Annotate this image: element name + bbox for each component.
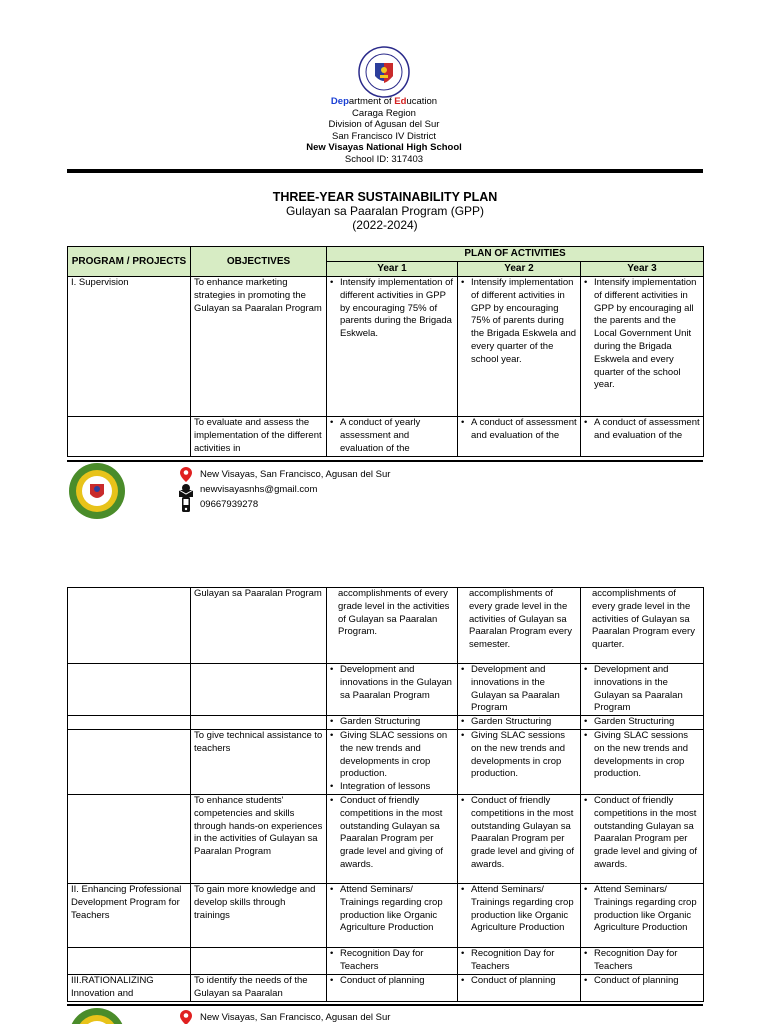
- header-objectives: OBJECTIVES: [191, 247, 327, 277]
- cell-year3: • Intensify implementation of different activities in GPP by encouraging all the parents and the Local Government Unit during the Brigada Eskwela and every quarter of the school year.: [581, 277, 704, 417]
- letterhead: [200, 96, 568, 165]
- footer-address: New Visayas, San Francisco, Agusan del Sur: [200, 469, 391, 480]
- cell-year3: • Recognition Day for Teachers: [581, 947, 704, 974]
- cell-objective: [191, 716, 327, 730]
- footer-divider-2: [67, 1004, 703, 1006]
- plan-table-page1: [67, 246, 704, 457]
- footer-email-row: [178, 482, 390, 497]
- table-row: [68, 417, 704, 457]
- cell-year2: • Conduct of friendly competitions in the most outstanding Gulayan sa Paaralan Program per grade level and giving of awards.: [458, 794, 581, 883]
- cell-year1: • Recognition Day for Teachers: [327, 947, 458, 974]
- cell-year2: • Conduct of planning: [458, 974, 581, 1001]
- cell-objective: [191, 947, 327, 974]
- plan-table-page2: [67, 587, 704, 1002]
- cell-year1: • Attend Seminars/ Trainings regarding crop production like Organic Agriculture Production: [327, 883, 458, 947]
- cell-year3: • Giving SLAC sessions on the new trends and developments in crop production.: [581, 729, 704, 794]
- cell-year2: • Attend Seminars/ Trainings regarding crop production like Organic Agriculture Production: [458, 883, 581, 947]
- department-name: Department of Education: [330, 96, 438, 107]
- cell-year2: • Intensify implementation of different activities in GPP by encouraging 75% of parents during the Brigada Eskwela and every quarter of the school year.: [458, 277, 581, 417]
- footer-divider: [67, 460, 703, 462]
- school-logo: [68, 462, 126, 520]
- table-row: [68, 947, 704, 974]
- cell-year2: • A conduct of assessment and evaluation of the: [458, 417, 581, 457]
- cell-program: [68, 716, 191, 730]
- header-divider: [67, 169, 703, 173]
- cell-year3: • Conduct of friendly competitions in the most outstanding Gulayan sa Paaralan Program per grade level and giving of awards.: [581, 794, 704, 883]
- plan-title: THREE-YEAR SUSTAINABILITY PLAN: [272, 190, 498, 204]
- school-id: School ID: 317403: [344, 153, 424, 165]
- table-row: [68, 588, 704, 664]
- footer-contact: [178, 467, 390, 512]
- header-activities: PLAN OF ACTIVITIES: [327, 247, 704, 262]
- cell-year1: • Conduct of planning: [327, 974, 458, 1001]
- cell-year3: • A conduct of assessment and evaluation of the: [581, 417, 704, 457]
- cell-year3: • Development and innovations in the Gulayan sa Paaralan Program: [581, 664, 704, 716]
- cell-program: II. Enhancing Professional Development Program for Teachers: [68, 883, 191, 947]
- table-row: [68, 277, 704, 417]
- cell-objective: Gulayan sa Paaralan Program: [191, 588, 327, 664]
- header-year1: Year 1: [327, 262, 458, 277]
- table-row: [68, 794, 704, 883]
- header-year3: Year 3: [581, 262, 704, 277]
- cell-objective: To give technical assistance to teachers: [191, 729, 327, 794]
- cell-year2: accomplishments of every grade level in the activities of Gulayan sa Paaralan Program every semester.: [458, 588, 581, 664]
- table-row: [68, 729, 704, 794]
- table-row: [68, 716, 704, 730]
- cell-objective: To identify the needs of the Gulayan sa Paaralan: [191, 974, 327, 1001]
- footer-email[interactable]: newvisayasnhs@gmail.com: [200, 484, 318, 495]
- table-row: [68, 664, 704, 716]
- email-icon: [178, 482, 194, 497]
- cell-objective: To gain more knowledge and develop skills through trainings: [191, 883, 327, 947]
- cell-year2: • Garden Structuring: [458, 716, 581, 730]
- plan-subtitle: Gulayan sa Paaralan Program (GPP): [285, 204, 485, 218]
- cell-year1: • Garden Structuring: [327, 716, 458, 730]
- location-pin-icon: [178, 467, 194, 482]
- cell-year3: • Conduct of planning: [581, 974, 704, 1001]
- cell-year2: • Giving SLAC sessions on the new trends and developments in crop production.: [458, 729, 581, 794]
- phone-icon: [178, 497, 194, 512]
- header-year2: Year 2: [458, 262, 581, 277]
- plan-period: (2022-2024): [352, 218, 418, 232]
- cell-program: III.RATIONALIZING Innovation and: [68, 974, 191, 1001]
- cell-program: [68, 947, 191, 974]
- cell-program: [68, 588, 191, 664]
- cell-year1: • Development and innovations in the Gulayan sa Paaralan Program: [327, 664, 458, 716]
- cell-objective: [191, 664, 327, 716]
- cell-program: [68, 794, 191, 883]
- cell-program: [68, 729, 191, 794]
- header-program: PROGRAM / PROJECTS: [68, 247, 191, 277]
- division: Division of Agusan del Sur: [328, 119, 440, 130]
- district: San Francisco IV District: [332, 130, 436, 142]
- footer-address-row: [178, 467, 390, 482]
- cell-year1: accomplishments of every grade level in the activities of Gulayan sa Paaralan Program.: [327, 588, 458, 664]
- footer-phone-row: [178, 497, 390, 512]
- region: Caraga Region: [352, 107, 416, 119]
- deped-seal-logo: [358, 46, 410, 98]
- school-name: New Visayas National High School: [306, 142, 462, 153]
- footer-address-2: New Visayas, San Francisco, Agusan del Sur: [200, 1012, 391, 1023]
- cell-year1: • Intensify implementation of different activities in GPP by encouraging 75% of parents during the Brigada Eskwela.: [327, 277, 458, 417]
- school-logo-2: [68, 1007, 126, 1024]
- table-row: [68, 974, 704, 1001]
- cell-objective: To enhance marketing strategies in promoting the Gulayan sa Paaralan Program: [191, 277, 327, 417]
- cell-year3: • Attend Seminars/ Trainings regarding crop production like Organic Agriculture Production: [581, 883, 704, 947]
- cell-year2: • Development and innovations in the Gulayan sa Paaralan Program: [458, 664, 581, 716]
- location-pin-icon: [178, 1010, 194, 1024]
- table-header-row: [68, 247, 704, 262]
- footer-contact-2: [178, 1010, 390, 1024]
- cell-year3: • Garden Structuring: [581, 716, 704, 730]
- footer-phone[interactable]: 09667939278: [200, 499, 259, 510]
- table-row: [68, 883, 704, 947]
- cell-objective: To evaluate and assess the implementation of the different activities in: [191, 417, 327, 457]
- cell-program: I. Supervision: [68, 277, 191, 417]
- cell-program: [68, 664, 191, 716]
- cell-year1: • Conduct of friendly competitions in the most outstanding Gulayan sa Paaralan Program per grade level and giving of awards.: [327, 794, 458, 883]
- footer-address-row-2: [178, 1010, 390, 1024]
- cell-program: [68, 417, 191, 457]
- cell-year1: • A conduct of yearly assessment and evaluation of the: [327, 417, 458, 457]
- cell-year3: accomplishments of every grade level in the activities of Gulayan sa Paaralan Program every quarter.: [581, 588, 704, 664]
- cell-year2: • Recognition Day for Teachers: [458, 947, 581, 974]
- plan-title-block: [67, 190, 703, 232]
- cell-year1: • Giving SLAC sessions on the new trends and developments in crop production. • Integration of lessons: [327, 729, 458, 794]
- cell-objective: To enhance students' competencies and skills through hands-on experiences in the activities of Gulayan sa Paaralan Program: [191, 794, 327, 883]
